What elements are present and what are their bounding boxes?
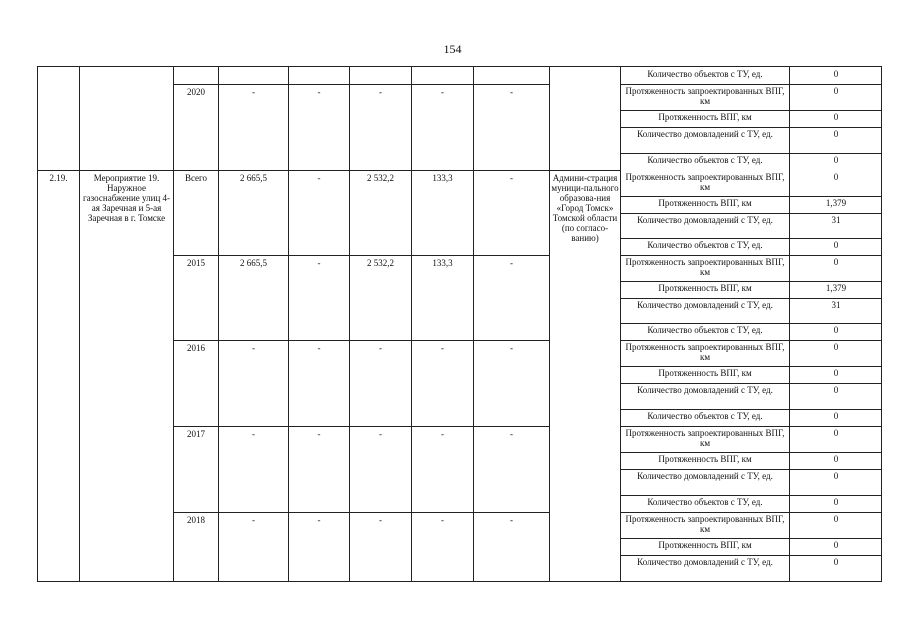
indicator-value: 0	[833, 172, 839, 182]
cell-federal: -	[317, 343, 321, 353]
cell-total: -	[252, 429, 255, 439]
indicator-value: 0	[833, 385, 839, 395]
cell-total: 2 665,5	[240, 258, 267, 268]
cell-total: 2 665,5	[240, 173, 267, 183]
cell-local: -	[441, 87, 444, 97]
indicator-label: Количество объектов с ТУ, ед.	[647, 155, 763, 165]
year-label: 2016	[187, 343, 205, 353]
indicator-value: 0	[833, 325, 839, 335]
indicator-label: Протяженность запроектированных ВПГ, км	[625, 172, 785, 192]
item-number: 2.19.	[49, 173, 68, 183]
indicator-label: Количество домовладений с ТУ, ед.	[637, 300, 773, 310]
indicator-value: 0	[833, 112, 839, 122]
year-label: Всего	[184, 173, 208, 183]
indicator-value: 0	[833, 428, 839, 438]
indicator-label: Количество объектов с ТУ, ед.	[647, 411, 763, 421]
indicator-label: Количество объектов с ТУ, ед.	[647, 497, 763, 507]
cell-regional: -	[379, 515, 382, 525]
indicator-value: 0	[833, 69, 839, 79]
indicator-label: Количество домовладений с ТУ, ед.	[637, 215, 773, 225]
indicator-label: Количество домовладений с ТУ, ед.	[637, 557, 773, 567]
indicator-label: Протяженность запроектированных ВПГ, км	[625, 257, 785, 277]
indicator-value: 31	[831, 215, 841, 225]
indicator-value: 0	[833, 454, 839, 464]
cell-federal: -	[317, 258, 321, 268]
item-executor: Админи-страция муници-пального образова-ния «Город Томск» Томской области (по согласо-ванию)	[551, 173, 619, 243]
indicator-value: 1,379	[825, 198, 847, 208]
indicator-value: 0	[833, 557, 839, 567]
indicator-value: 31	[831, 300, 841, 310]
indicator-label: Количество домовладений с ТУ, ед.	[637, 471, 773, 481]
indicator-value: 0	[833, 368, 839, 378]
indicator-value: 0	[833, 411, 839, 421]
indicator-label: Протяженность ВПГ, км	[658, 368, 752, 378]
cell-regional: -	[379, 343, 382, 353]
cell-other: -	[510, 429, 513, 439]
indicator-value: 0	[833, 155, 839, 165]
year-label: 2020	[187, 87, 205, 97]
cell-federal: -	[317, 515, 321, 525]
page-number: 154	[443, 42, 462, 56]
cell-federal: -	[317, 173, 321, 183]
cell-other: -	[510, 343, 513, 353]
cell-local: -	[441, 515, 444, 525]
cell-federal: -	[317, 429, 321, 439]
indicator-label: Количество объектов с ТУ, ед.	[647, 240, 763, 250]
cell-regional: -	[379, 87, 382, 97]
indicator-label: Протяженность ВПГ, км	[658, 198, 752, 208]
cell-regional: -	[379, 429, 382, 439]
indicator-value: 0	[833, 540, 839, 550]
indicator-label: Протяженность запроектированных ВПГ, км	[625, 342, 785, 362]
indicator-value: 0	[833, 497, 839, 507]
year-label: 2018	[187, 515, 205, 525]
cell-regional: 2 532,2	[367, 173, 394, 183]
indicator-value: 0	[833, 342, 839, 352]
indicator-label: Протяженность ВПГ, км	[658, 454, 752, 464]
cell-local: 133,3	[432, 173, 453, 183]
cell-local: -	[441, 343, 444, 353]
indicator-label: Протяженность ВПГ, км	[658, 112, 752, 122]
indicator-value: 0	[833, 471, 839, 481]
cell-other: -	[510, 173, 513, 183]
indicator-value: 0	[833, 514, 839, 524]
year-label: 2015	[187, 258, 205, 268]
indicator-label: Количество домовладений с ТУ, ед.	[637, 129, 773, 139]
indicator-label: Протяженность запроектированных ВПГ, км	[625, 428, 785, 448]
cell-total: -	[252, 343, 255, 353]
indicator-label: Протяженность ВПГ, км	[658, 540, 752, 550]
cell-local: -	[441, 429, 444, 439]
cell-other: -	[510, 515, 513, 525]
cell-federal: -	[317, 87, 321, 97]
indicator-label: Количество домовладений с ТУ, ед.	[637, 385, 773, 395]
indicator-value: 1,379	[825, 283, 847, 293]
cell-other: -	[510, 258, 513, 268]
indicator-value: 0	[833, 129, 839, 139]
item-name: Мероприятие 19. Наружное газоснабжение улиц 4-ая Заречная и 5-ая Заречная в г. Томске	[82, 173, 171, 223]
cell-other: -	[510, 87, 513, 97]
budget-table	[37, 66, 882, 582]
indicator-value: 0	[833, 257, 839, 267]
cell-total: -	[252, 515, 255, 525]
cell-total: -	[252, 87, 255, 97]
indicator-label: Протяженность запроектированных ВПГ, км	[625, 514, 785, 534]
cell-regional: 2 532,2	[367, 258, 394, 268]
indicator-label: Количество объектов с ТУ, ед.	[647, 69, 763, 79]
indicator-label: Протяженность запроектированных ВПГ, км	[625, 86, 785, 106]
indicator-label: Протяженность ВПГ, км	[658, 283, 752, 293]
indicator-value: 0	[833, 86, 839, 96]
indicator-value: 0	[833, 240, 839, 250]
cell-local: 133,3	[432, 258, 453, 268]
indicator-label: Количество объектов с ТУ, ед.	[647, 325, 763, 335]
year-label: 2017	[187, 429, 205, 439]
